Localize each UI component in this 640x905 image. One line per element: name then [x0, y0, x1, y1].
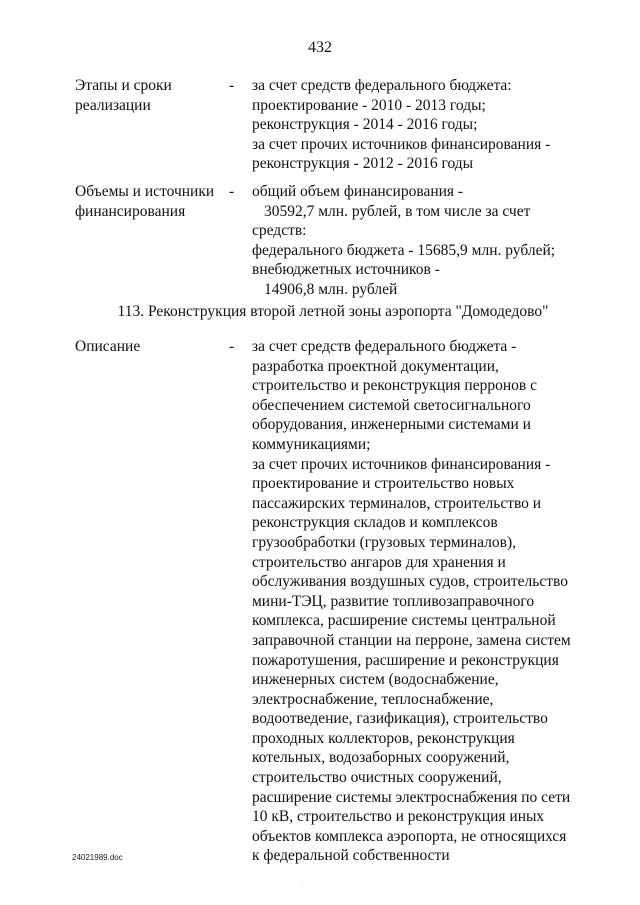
description-line: электроснабжение, теплоснабжение,: [252, 690, 494, 708]
funding-content: [252, 182, 582, 300]
description-line: реконструкция складов и комплексов: [252, 514, 498, 532]
funding-line: средств:: [252, 222, 307, 240]
description-line: за счет средств федерального бюджета -: [252, 338, 517, 355]
description-line: водоотведение, газификация), строительство: [252, 710, 548, 728]
funding-label: [75, 182, 235, 221]
funding-line: федерального бюджета - 15685,9 млн. рублей;: [252, 241, 556, 259]
stages-label-line: реализации: [75, 96, 151, 114]
footer-mark: ·: [302, 880, 304, 886]
description-line: коммуникациями;: [252, 435, 371, 453]
description-line: строительство ангаров для хранения и: [252, 553, 506, 571]
funding-dash: -: [229, 183, 235, 200]
funding-line: внебюджетных источников -: [252, 261, 440, 279]
description-line: оборудования, инженерными системами и: [252, 416, 531, 434]
description-line: мини-ТЭЦ, развитие топливозаправочного: [252, 592, 535, 610]
stages-line: реконструкция - 2012 - 2016 годы: [252, 155, 474, 173]
stages-dash: -: [229, 77, 235, 94]
stages-line: за счет средств федерального бюджета:: [252, 77, 512, 94]
stages-content: [252, 76, 582, 174]
stages-label-line: Этапы и сроки: [75, 77, 172, 94]
description-dash: -: [229, 338, 235, 355]
description-line: разработка проектной документации,: [252, 357, 499, 375]
stages-line: проектирование - 2010 - 2013 годы;: [252, 96, 486, 114]
stages-line: реконструкция - 2014 - 2016 годы;: [252, 116, 478, 134]
stages-line: за счет прочих источников финансирования -: [252, 135, 551, 153]
description-line: строительство очистных сооружений,: [252, 769, 502, 787]
funding-label-line: финансирования: [75, 202, 186, 220]
description-line: грузообработки (грузовых терминалов),: [252, 533, 516, 551]
description-line: проектирование и строительство новых: [252, 475, 515, 493]
funding-line: общий объем финансирования -: [252, 183, 464, 200]
description-line: пожаротушения, расширение и реконструкция: [252, 651, 559, 669]
page-number: 432: [308, 39, 332, 56]
funding-label-line: Объемы и источники: [75, 183, 215, 200]
funding-line: 30592,7 млн. рублей, в том числе за счет: [264, 202, 531, 220]
description-line: обслуживания воздушных судов, строительство: [252, 573, 568, 591]
section-title: 113. Реконструкция второй летной зоны аэропорта "Домодедово": [117, 303, 549, 320]
description-label: [75, 337, 235, 357]
description-content: [252, 337, 582, 866]
description-label-line: Описание: [75, 338, 141, 355]
description-line: инженерных систем (водоснабжение,: [252, 671, 499, 689]
description-line: объектов комплекса аэропорта, не относящихся: [252, 827, 567, 845]
description-line: обеспечением системой светосигнального: [252, 396, 531, 414]
description-line: комплекса, расширение системы центральной: [252, 612, 556, 630]
footer-filename: 24021989.doc: [72, 853, 123, 862]
description-line: котельных, водозаборных сооружений,: [252, 749, 510, 767]
description-line: пассажирских терминалов, строительство и: [252, 494, 542, 512]
description-line: заправочной станции на перроне, замена систем: [252, 631, 571, 649]
stages-label: [75, 76, 235, 115]
description-line: расширение системы электроснабжения по сети: [252, 788, 571, 806]
description-line: к федеральной собственности: [252, 847, 450, 865]
description-line: 10 кВ, строительство и реконструкция иных: [252, 808, 545, 826]
description-line: проходных коллекторов, реконструкция: [252, 729, 515, 747]
description-line: за счет прочих источников финансирования -: [252, 455, 551, 473]
funding-line: 14906,8 млн. рублей: [264, 280, 398, 298]
description-line: строительство и реконструкция перронов с: [252, 377, 537, 395]
